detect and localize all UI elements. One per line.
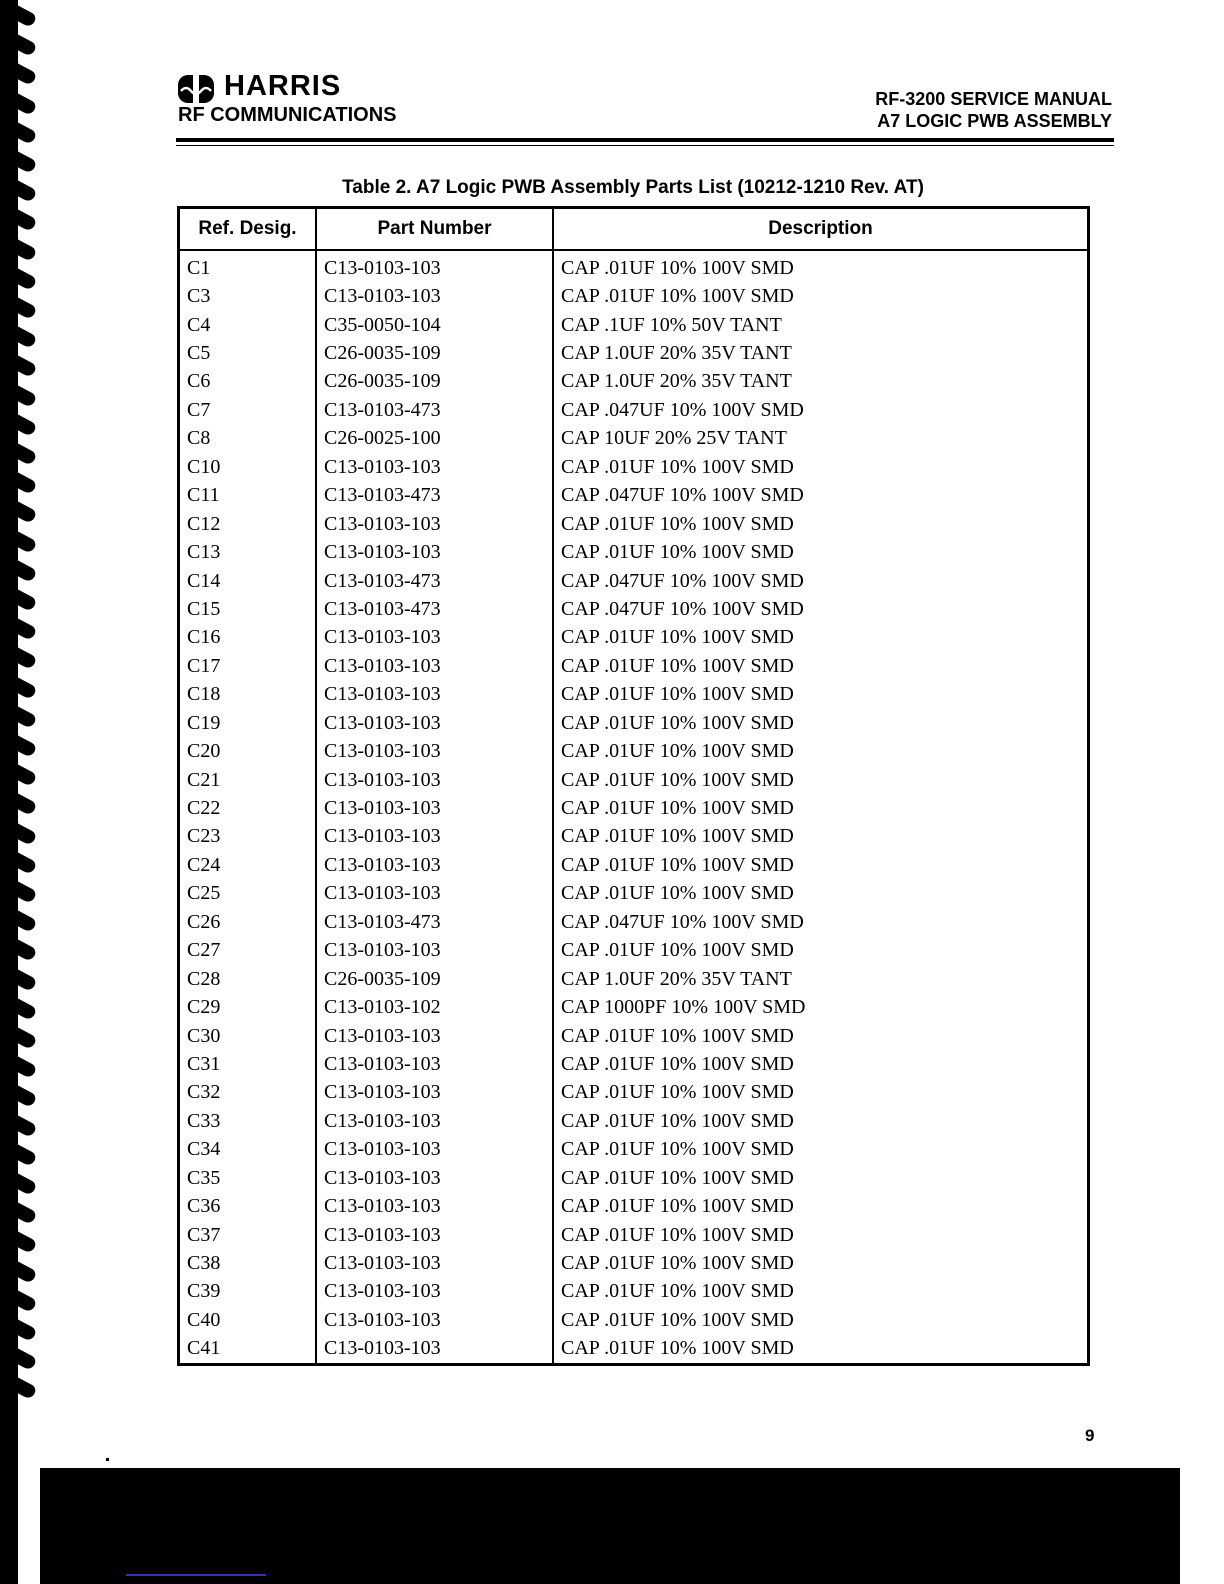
- table-row: [179, 1164, 1089, 1192]
- cell-part-number: C13-0103-473: [316, 908, 553, 936]
- cell-description: CAP .01UF 10% 100V SMD: [553, 1022, 1089, 1050]
- table-row: [179, 538, 1089, 566]
- cell-description: CAP 1.0UF 20% 35V TANT: [553, 339, 1089, 367]
- table-row: [179, 965, 1089, 993]
- cell-description: CAP .01UF 10% 100V SMD: [553, 538, 1089, 566]
- cell-description: CAP 1000PF 10% 100V SMD: [553, 993, 1089, 1021]
- cell-description: CAP .01UF 10% 100V SMD: [553, 880, 1089, 908]
- cell-part-number: C13-0103-103: [316, 1278, 553, 1306]
- cell-description: CAP .01UF 10% 100V SMD: [553, 510, 1089, 538]
- cell-ref-desig: C16: [187, 626, 221, 649]
- cell-part-number: C13-0103-103: [316, 1335, 553, 1365]
- cell-ref-desig: C31: [187, 1052, 221, 1075]
- cell-description: CAP .1UF 10% 50V TANT: [553, 311, 1089, 339]
- cell-description: CAP .01UF 10% 100V SMD: [553, 1221, 1089, 1249]
- cell-ref-desig: C4: [187, 313, 211, 336]
- cell-description: CAP .01UF 10% 100V SMD: [553, 1278, 1089, 1306]
- table-row: [179, 1278, 1089, 1306]
- cell-description: CAP .01UF 10% 100V SMD: [553, 453, 1089, 481]
- cell-part-number: C13-0103-103: [316, 766, 553, 794]
- cell-part-number: C13-0103-103: [316, 1306, 553, 1334]
- cell-ref-desig: C12: [187, 512, 221, 535]
- cell-description: CAP .047UF 10% 100V SMD: [553, 595, 1089, 623]
- cell-ref-desig: C34: [187, 1138, 221, 1161]
- cell-description: CAP .01UF 10% 100V SMD: [553, 652, 1089, 680]
- cell-description: CAP .01UF 10% 100V SMD: [553, 1107, 1089, 1135]
- table-row: [179, 453, 1089, 481]
- cell-description: CAP .047UF 10% 100V SMD: [553, 482, 1089, 510]
- table-row: [179, 1249, 1089, 1277]
- cell-ref-desig: C10: [187, 455, 221, 478]
- cell-ref-desig: C18: [187, 683, 221, 706]
- table-row: [179, 851, 1089, 879]
- table-row: [179, 1079, 1089, 1107]
- cell-ref-desig: C24: [187, 853, 221, 876]
- manual-heading: [875, 88, 1112, 132]
- cell-description: CAP 10UF 20% 25V TANT: [553, 425, 1089, 453]
- column-header-description: Description: [553, 208, 1089, 251]
- cell-description: CAP .047UF 10% 100V SMD: [553, 567, 1089, 595]
- cell-part-number: C13-0103-103: [316, 624, 553, 652]
- table-row: [179, 482, 1089, 510]
- cell-part-number: C13-0103-103: [316, 737, 553, 765]
- cell-part-number: C13-0103-103: [316, 510, 553, 538]
- table-row: [179, 1221, 1089, 1249]
- scan-border-bottom: [40, 1468, 1180, 1584]
- table-row: [179, 339, 1089, 367]
- cell-part-number: C13-0103-103: [316, 709, 553, 737]
- cell-description: CAP .01UF 10% 100V SMD: [553, 851, 1089, 879]
- table-row: [179, 652, 1089, 680]
- cell-description: CAP .01UF 10% 100V SMD: [553, 737, 1089, 765]
- table-row: [179, 823, 1089, 851]
- harris-logo-icon: [176, 74, 216, 104]
- cell-ref-desig: C28: [187, 967, 221, 990]
- cell-part-number: C26-0035-109: [316, 339, 553, 367]
- section-title: A7 LOGIC PWB ASSEMBLY: [877, 111, 1112, 131]
- table-row: [179, 937, 1089, 965]
- cell-part-number: C13-0103-103: [316, 1022, 553, 1050]
- table-row: [179, 1136, 1089, 1164]
- cell-part-number: C13-0103-102: [316, 993, 553, 1021]
- cell-part-number: C13-0103-103: [316, 1136, 553, 1164]
- company-name: HARRIS: [224, 70, 342, 102]
- cell-description: CAP .047UF 10% 100V SMD: [553, 908, 1089, 936]
- spiral-binding: [0, 0, 44, 1584]
- cell-part-number: C13-0103-103: [316, 1192, 553, 1220]
- cell-ref-desig: C25: [187, 882, 221, 905]
- cell-part-number: C26-0035-109: [316, 368, 553, 396]
- cell-ref-desig: C14: [187, 569, 221, 592]
- cell-ref-desig: C15: [187, 597, 221, 620]
- cell-part-number: C13-0103-103: [316, 652, 553, 680]
- cell-description: CAP .01UF 10% 100V SMD: [553, 1249, 1089, 1277]
- table-row: [179, 510, 1089, 538]
- table-row: [179, 1107, 1089, 1135]
- cell-part-number: C13-0103-103: [316, 1107, 553, 1135]
- column-header-ref-desig: Ref. Desig.: [179, 208, 317, 251]
- table-row: [179, 250, 1089, 282]
- table-row: [179, 709, 1089, 737]
- cell-part-number: C13-0103-103: [316, 1079, 553, 1107]
- cell-description: CAP .01UF 10% 100V SMD: [553, 624, 1089, 652]
- cell-description: CAP .01UF 10% 100V SMD: [553, 1050, 1089, 1078]
- cell-ref-desig: C21: [187, 768, 221, 791]
- cell-ref-desig: C6: [187, 370, 211, 393]
- cell-part-number: C13-0103-103: [316, 1249, 553, 1277]
- cell-ref-desig: C7: [187, 398, 211, 421]
- cell-part-number: C13-0103-103: [316, 1221, 553, 1249]
- cell-ref-desig: C20: [187, 740, 221, 763]
- cell-description: CAP .01UF 10% 100V SMD: [553, 937, 1089, 965]
- cell-part-number: C13-0103-103: [316, 681, 553, 709]
- table-row: [179, 880, 1089, 908]
- cell-ref-desig: C30: [187, 1024, 221, 1047]
- table-row: [179, 425, 1089, 453]
- cell-description: CAP 1.0UF 20% 35V TANT: [553, 965, 1089, 993]
- cell-part-number: C13-0103-473: [316, 595, 553, 623]
- cell-ref-desig: C23: [187, 825, 221, 848]
- cell-ref-desig: C38: [187, 1252, 221, 1275]
- cell-ref-desig: C35: [187, 1166, 221, 1189]
- table-row: [179, 1335, 1089, 1365]
- page-header: [0, 0, 1224, 150]
- cell-ref-desig: C37: [187, 1223, 221, 1246]
- cell-part-number: C13-0103-103: [316, 453, 553, 481]
- cell-description: CAP .01UF 10% 100V SMD: [553, 709, 1089, 737]
- cell-description: CAP .01UF 10% 100V SMD: [553, 1306, 1089, 1334]
- cell-ref-desig: C11: [187, 484, 220, 507]
- cell-description: CAP .01UF 10% 100V SMD: [553, 681, 1089, 709]
- cell-description: CAP .01UF 10% 100V SMD: [553, 1136, 1089, 1164]
- cell-part-number: C13-0103-103: [316, 250, 553, 282]
- cell-ref-desig: C36: [187, 1195, 221, 1218]
- table-row: [179, 567, 1089, 595]
- cell-ref-desig: C26: [187, 910, 221, 933]
- cell-ref-desig: C13: [187, 541, 221, 564]
- scan-artifact-line: [126, 1574, 266, 1576]
- cell-part-number: C26-0035-109: [316, 965, 553, 993]
- cell-ref-desig: C19: [187, 711, 221, 734]
- cell-description: CAP .01UF 10% 100V SMD: [553, 1079, 1089, 1107]
- table-row: [179, 681, 1089, 709]
- cell-part-number: C13-0103-103: [316, 851, 553, 879]
- table-row: [179, 311, 1089, 339]
- table-row: [179, 1050, 1089, 1078]
- cell-ref-desig: C39: [187, 1280, 221, 1303]
- cell-part-number: C13-0103-473: [316, 567, 553, 595]
- cell-description: CAP .01UF 10% 100V SMD: [553, 1335, 1089, 1365]
- cell-ref-desig: C32: [187, 1081, 221, 1104]
- table-header-row: [179, 208, 1089, 251]
- cell-description: CAP .01UF 10% 100V SMD: [553, 1164, 1089, 1192]
- cell-description: CAP .01UF 10% 100V SMD: [553, 282, 1089, 310]
- cell-ref-desig: C27: [187, 939, 221, 962]
- table-row: [179, 368, 1089, 396]
- table-row: [179, 1192, 1089, 1220]
- cell-part-number: C13-0103-103: [316, 1164, 553, 1192]
- table-row: [179, 737, 1089, 765]
- cell-part-number: C13-0103-103: [316, 794, 553, 822]
- cell-part-number: C13-0103-103: [316, 282, 553, 310]
- table-row: [179, 624, 1089, 652]
- header-rule-thin: [176, 145, 1114, 146]
- table-row: [179, 282, 1089, 310]
- cell-ref-desig: C17: [187, 654, 221, 677]
- column-header-part-number: Part Number: [316, 208, 553, 251]
- cell-description: CAP .01UF 10% 100V SMD: [553, 250, 1089, 282]
- cell-ref-desig: C3: [187, 285, 211, 308]
- cell-part-number: C35-0050-104: [316, 311, 553, 339]
- cell-ref-desig: C22: [187, 797, 221, 820]
- table-row: [179, 766, 1089, 794]
- table-row: [179, 993, 1089, 1021]
- cell-ref-desig: C40: [187, 1308, 221, 1331]
- company-division: RF COMMUNICATIONS: [178, 104, 397, 126]
- cell-description: CAP .047UF 10% 100V SMD: [553, 396, 1089, 424]
- table-row: [179, 1022, 1089, 1050]
- cell-description: CAP .01UF 10% 100V SMD: [553, 766, 1089, 794]
- cell-ref-desig: C1: [187, 256, 211, 279]
- cell-part-number: C13-0103-103: [316, 823, 553, 851]
- cell-part-number: C13-0103-473: [316, 396, 553, 424]
- table-row: [179, 595, 1089, 623]
- parts-list-table: [177, 206, 1090, 1366]
- cell-part-number: C13-0103-473: [316, 482, 553, 510]
- scan-speck: [106, 1458, 109, 1461]
- cell-ref-desig: C5: [187, 342, 211, 365]
- cell-part-number: C13-0103-103: [316, 937, 553, 965]
- table-row: [179, 1306, 1089, 1334]
- cell-description: CAP .01UF 10% 100V SMD: [553, 823, 1089, 851]
- cell-ref-desig: C8: [187, 427, 211, 450]
- table-row: [179, 908, 1089, 936]
- cell-description: CAP 1.0UF 20% 35V TANT: [553, 368, 1089, 396]
- cell-part-number: C13-0103-103: [316, 538, 553, 566]
- page-number: 9: [1085, 1426, 1095, 1445]
- cell-ref-desig: C29: [187, 996, 221, 1019]
- cell-ref-desig: C33: [187, 1109, 221, 1132]
- table-caption: Table 2. A7 Logic PWB Assembly Parts List (10212-1210 Rev. AT): [342, 177, 924, 198]
- cell-part-number: C26-0025-100: [316, 425, 553, 453]
- cell-description: CAP .01UF 10% 100V SMD: [553, 1192, 1089, 1220]
- manual-title: RF-3200 SERVICE MANUAL: [875, 89, 1112, 109]
- cell-description: CAP .01UF 10% 100V SMD: [553, 794, 1089, 822]
- cell-part-number: C13-0103-103: [316, 1050, 553, 1078]
- cell-part-number: C13-0103-103: [316, 880, 553, 908]
- table-row: [179, 794, 1089, 822]
- header-rule-thick: [176, 138, 1114, 142]
- cell-ref-desig: C41: [187, 1337, 221, 1360]
- table-row: [179, 396, 1089, 424]
